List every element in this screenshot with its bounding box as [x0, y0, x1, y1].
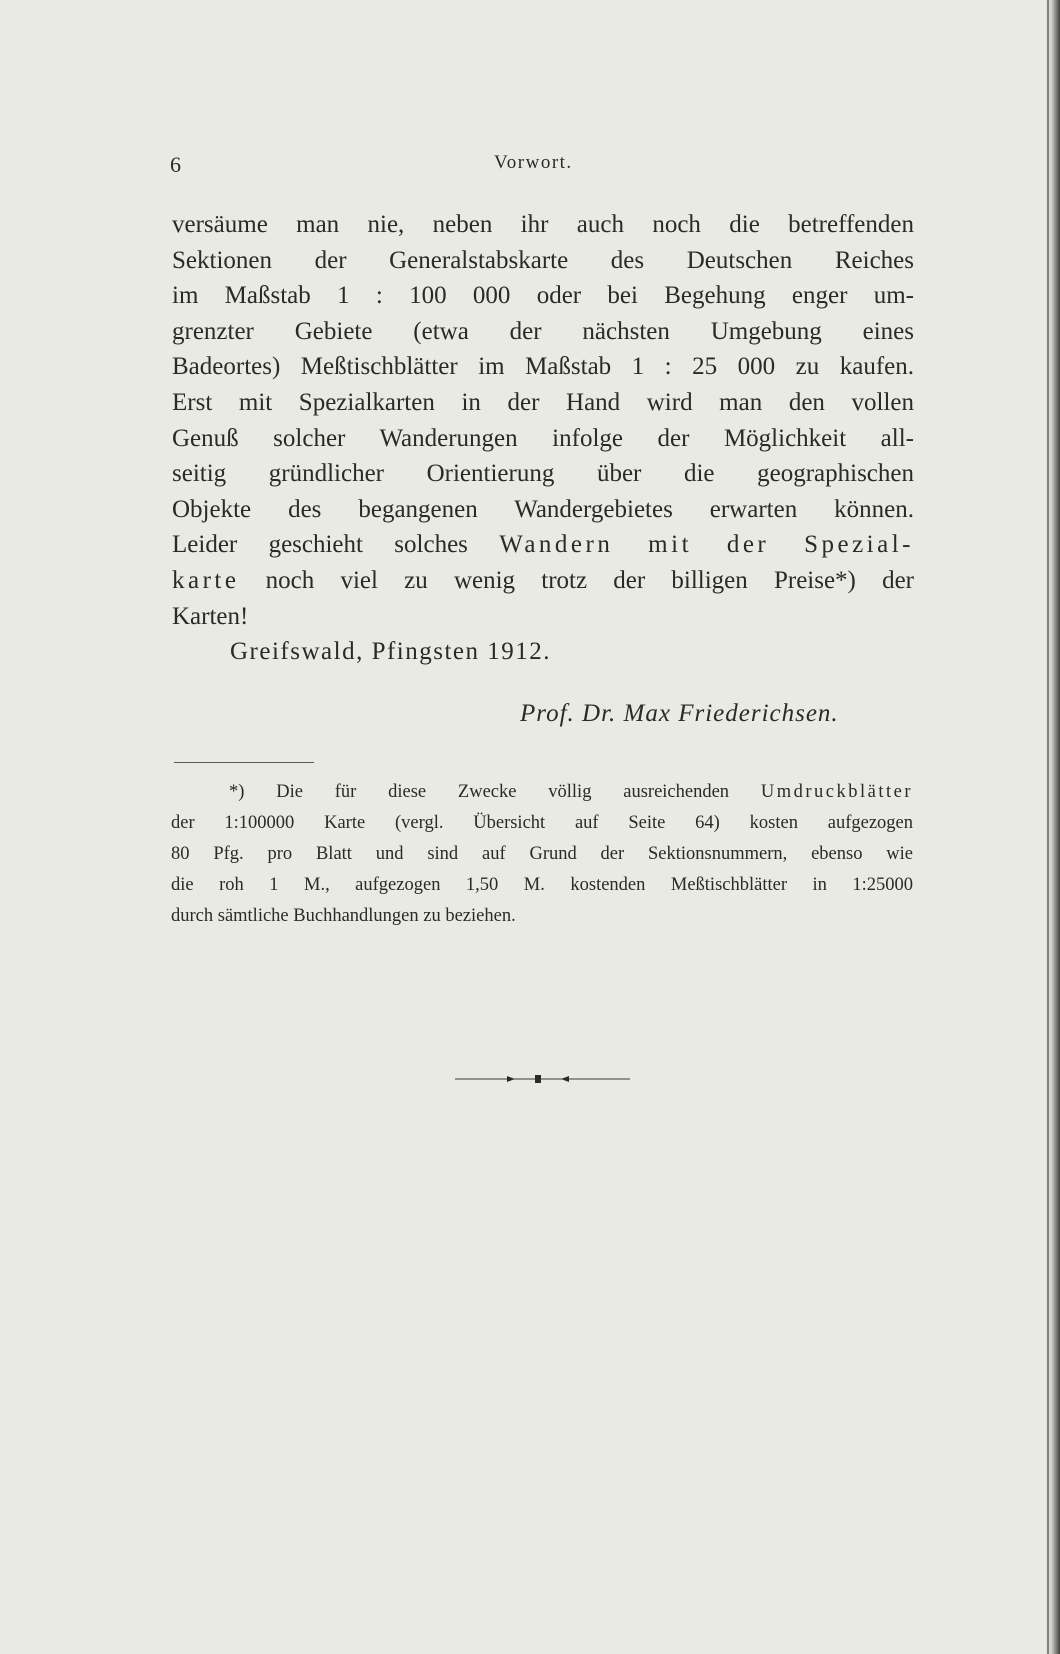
footnote-line: die roh 1 M., aufgezogen 1,50 M. kostenden Meßtischblätter in 1:25000 [171, 875, 913, 895]
emphasized-text: Wandern mit der Spezial- [499, 531, 914, 559]
body-line: im Maßstab 1 : 100 000 oder bei Begehung enger um- [172, 282, 914, 310]
page-number: 6 [170, 152, 182, 177]
footnote-line [171, 777, 913, 808]
page-header [0, 152, 1060, 182]
body-line: Badeortes) Meßtischblätter im Maßstab 1 : 25 000 zu kaufen. [172, 353, 914, 381]
body-line: versäume man nie, neben ihr auch noch die betreffenden [172, 211, 914, 238]
running-head: Vorwort. [494, 152, 573, 173]
body-line: Genuß solcher Wanderungen infolge der Möglichkeit all- [172, 424, 914, 452]
body-text-segment: noch viel zu wenig trotz der billigen Preise*) der [265, 566, 915, 594]
footnote-line: durch sämtliche Buchhandlungen zu beziehen. [171, 906, 516, 926]
end-ornament-icon [455, 1072, 630, 1086]
body-line: Erst mit Spezialkarten in der Hand wird man den vollen [172, 388, 914, 416]
signature: Prof. Dr. Max Friederichsen. [520, 700, 839, 727]
footnote-line: 80 Pfg. pro Blatt und sind auf Grund der Sektionsnummern, ebenso wie [171, 844, 913, 864]
body-text [172, 207, 914, 670]
footnote [171, 777, 913, 932]
footnote-text-segment: *) Die für diese Zwecke völlig ausreichenden [229, 782, 730, 802]
body-line [172, 527, 914, 563]
body-line: Sektionen der Generalstabskarte des Deutschen Reiches [172, 246, 914, 274]
emphasized-text: Umdruckblätter [760, 782, 913, 802]
footnote-rule [174, 762, 314, 763]
page-edge-line [1047, 0, 1049, 1654]
body-line: grenzter Gebiete (etwa der nächsten Umgebung eines [172, 317, 914, 345]
place-date: Greifswald, Pfingsten 1912. [230, 638, 552, 666]
footnote-line: der 1:100000 Karte (vergl. Übersicht auf Seite 64) kosten aufgezogen [171, 813, 913, 833]
body-text-segment: Leider geschieht solches [172, 531, 468, 559]
emphasized-text: karte [172, 566, 240, 594]
body-line [172, 563, 914, 599]
body-line: Karten! [172, 602, 249, 630]
body-line: seitig gründlicher Orientierung über die geographischen [172, 460, 914, 488]
body-line: Objekte des begangenen Wandergebietes erwarten können. [172, 495, 914, 523]
